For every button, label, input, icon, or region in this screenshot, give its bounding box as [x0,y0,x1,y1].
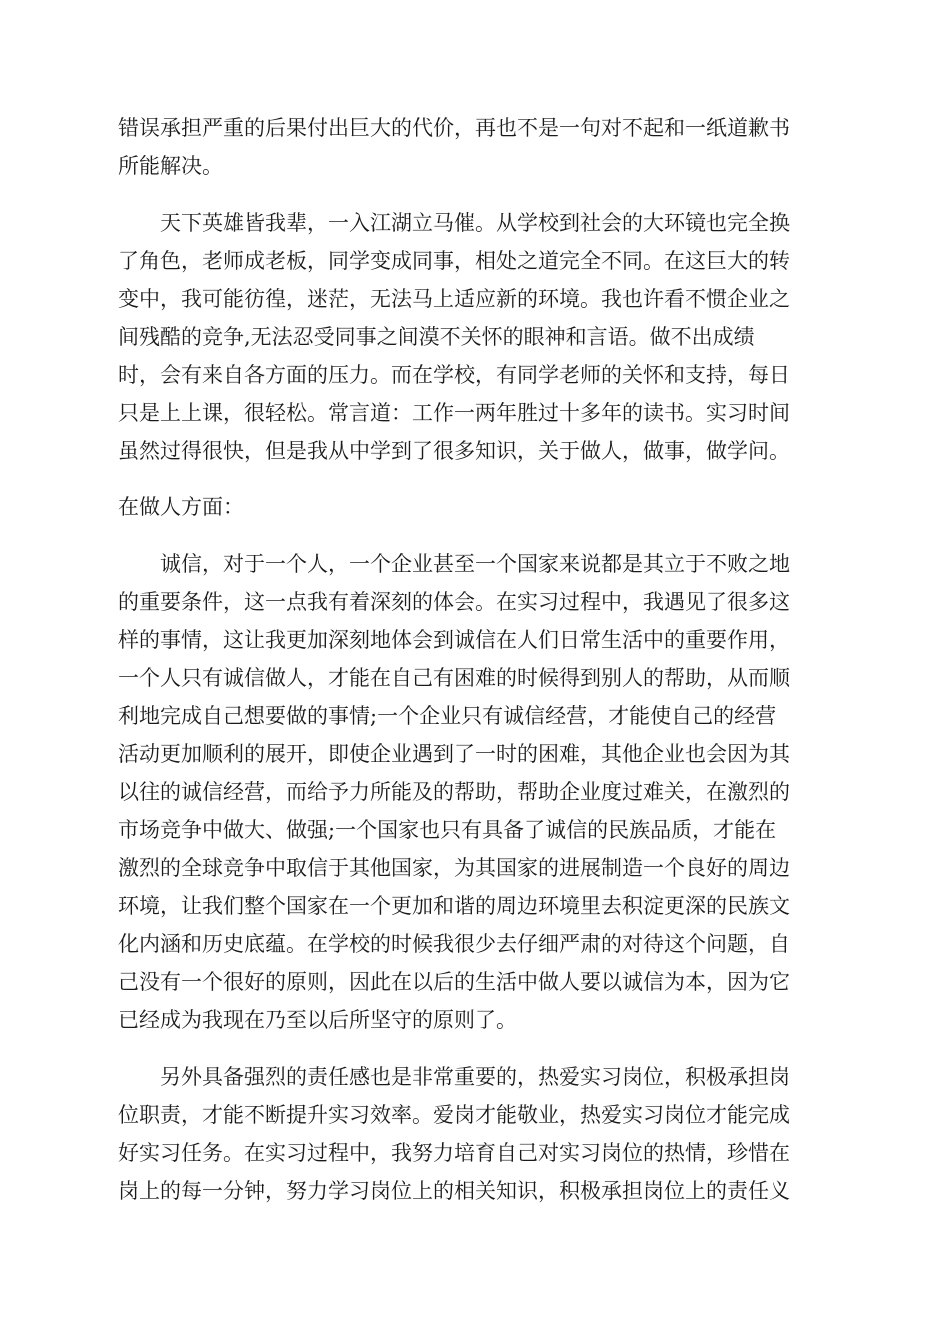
text-line: 化内涵和历史底蕴。在学校的时候我很少去仔细严肃的对待这个问题，自 [118,932,790,956]
text-line: 岗上的每一分钟，努力学习岗位上的相关知识，积极承担岗位上的责任义 [118,1179,790,1203]
text-line: 市场竞争中做大、做强;一个国家也只有具备了诚信的民族品质，才能在 [118,818,777,842]
text-line: 位职责，才能不断提升实习效率。爱岗才能敬业，热爱实习岗位才能完成 [118,1103,790,1127]
text-line: 激烈的全球竞争中取信于其他国家，为其国家的进展制造一个良好的周边 [118,856,790,880]
text-line: 样的事情，这让我更加深刻地体会到诚信在人们日常生活中的重要作用， [118,628,790,652]
text-line: 时，会有来自各方面的压力。而在学校，有同学老师的关怀和支持，每日 [118,363,790,387]
text-line: 所能解决。 [118,154,223,178]
paragraph-first-line: 天下英雄皆我辈，一入江湖立马催。从学校到社会的大环镜也完全换 [160,211,790,235]
text-line: 虽然过得很快，但是我从中学到了很多知识，关于做人，做事，做学问。 [118,439,790,463]
text-line: 好实习任务。在实习过程中，我努力培育自己对实习岗位的热情，珍惜在 [118,1141,790,1165]
text-line: 变中，我可能彷徨，迷茫，无法马上适应新的环境。我也许看不惯企业之 [118,287,790,311]
text-line: 己没有一个很好的原则，因此在以后的生活中做人要以诚信为本，因为它 [118,970,790,994]
text-line: 环境，让我们整个国家在一个更加和谐的周边环境里去积淀更深的民族文 [118,894,790,918]
text-line: 了角色，老师成老板，同学变成同事，相处之道完全不同。在这巨大的转 [118,249,790,273]
text-line: 已经成为我现在乃至以后所坚守的原则了。 [118,1008,517,1032]
text-line: 一个人只有诚信做人，才能在自己有困难的时候得到别人的帮助，从而顺 [118,666,790,690]
text-line: 活动更加顺利的展开，即使企业遇到了一时的困难，其他企业也会因为其 [118,742,790,766]
text-line: 的重要条件，这一点我有着深刻的体会。在实习过程中，我遇见了很多这 [118,590,790,614]
text-line: 利地完成自己想要做的事情;一个企业只有诚信经营，才能使自己的经营 [118,704,777,728]
text-line: 以往的诚信经营，而给予力所能及的帮助，帮助企业度过难关，在激烈的 [118,780,790,804]
paragraph-first-line: 另外具备强烈的责任感也是非常重要的，热爱实习岗位，积极承担岗 [160,1065,790,1089]
text-line: 错误承担严重的后果付出巨大的代价，再也不是一句对不起和一纸道歉书 [118,116,790,140]
text-line: 间残酷的竞争,无法忍受同事之间漠不关怀的眼神和言语。做不出成绩 [118,325,755,349]
paragraph-first-line: 诚信，对于一个人，一个企业甚至一个国家来说都是其立于不败之地 [160,552,790,576]
text-line: 只是上上课，很轻松。常言道：工作一两年胜过十多年的读书。实习时间 [118,401,790,425]
section-heading: 在做人方面： [118,495,244,519]
